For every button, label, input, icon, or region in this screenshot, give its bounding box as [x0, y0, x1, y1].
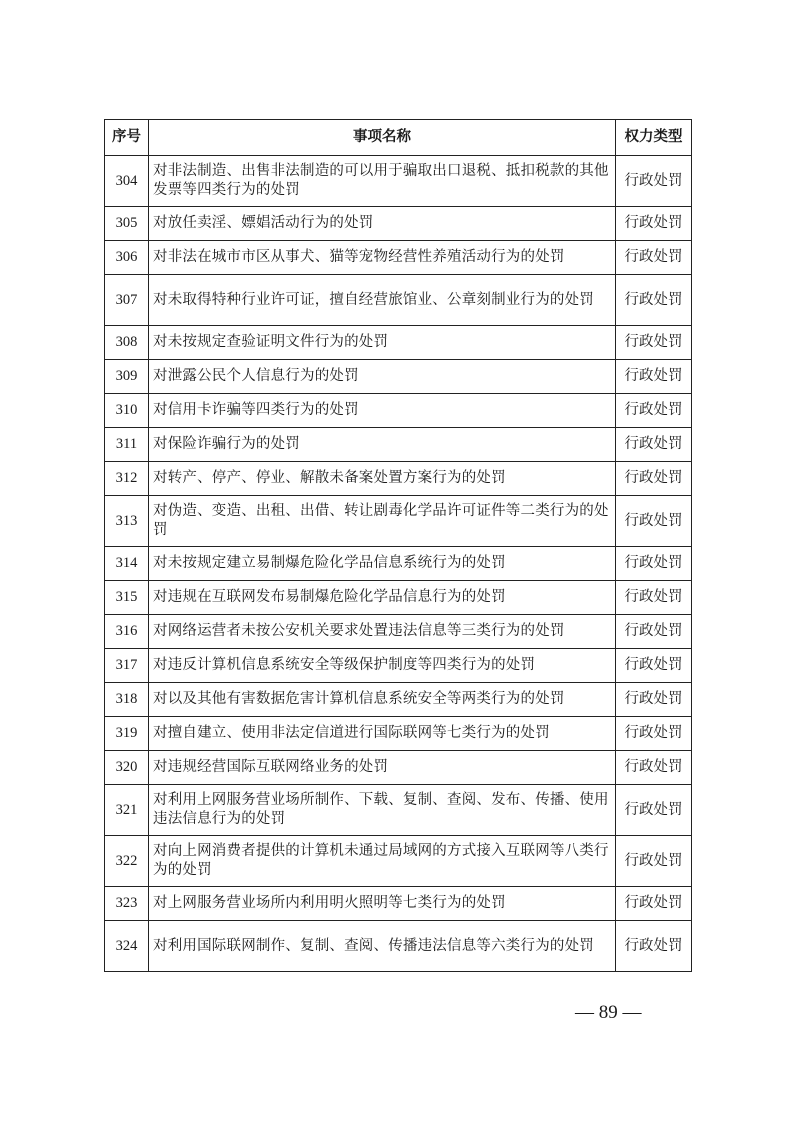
row-power-type: 行政处罚 — [616, 717, 692, 751]
row-index: 307 — [105, 275, 149, 326]
table-row — [105, 156, 692, 207]
page-number: — 89 — — [575, 1002, 642, 1023]
row-item-name: 对违反计算机信息系统安全等级保护制度等四类行为的处罚 — [149, 649, 616, 683]
row-index: 308 — [105, 326, 149, 360]
row-power-type: 行政处罚 — [616, 360, 692, 394]
row-item-name: 对非法制造、出售非法制造的可以用于骗取出口退税、抵扣税款的其他发票等四类行为的处罚 — [149, 156, 616, 207]
row-index: 317 — [105, 649, 149, 683]
row-power-type: 行政处罚 — [616, 649, 692, 683]
table-row — [105, 462, 692, 496]
row-index: 309 — [105, 360, 149, 394]
table-row — [105, 241, 692, 275]
row-item-name: 对违规经营国际互联网络业务的处罚 — [149, 751, 616, 785]
row-item-name: 对利用国际联网制作、复制、查阅、传播违法信息等六类行为的处罚 — [149, 921, 616, 972]
row-item-name: 对非法在城市市区从事犬、猫等宠物经营性养殖活动行为的处罚 — [149, 241, 616, 275]
table-header-row — [105, 120, 692, 156]
header-index: 序号 — [105, 120, 149, 156]
table-row — [105, 275, 692, 326]
table-row — [105, 496, 692, 547]
row-power-type: 行政处罚 — [616, 156, 692, 207]
row-item-name: 对向上网消费者提供的计算机未通过局域网的方式接入互联网等八类行为的处罚 — [149, 836, 616, 887]
row-index: 313 — [105, 496, 149, 547]
table-row — [105, 683, 692, 717]
row-index: 320 — [105, 751, 149, 785]
table-row — [105, 428, 692, 462]
row-item-name: 对网络运营者未按公安机关要求处置违法信息等三类行为的处罚 — [149, 615, 616, 649]
header-power-type: 权力类型 — [616, 120, 692, 156]
table-row — [105, 649, 692, 683]
row-index: 322 — [105, 836, 149, 887]
table-row — [105, 921, 692, 972]
header-item-name: 事项名称 — [149, 120, 616, 156]
row-index: 306 — [105, 241, 149, 275]
row-item-name: 对利用上网服务营业场所制作、下载、复制、查阅、发布、传播、使用违法信息行为的处罚 — [149, 785, 616, 836]
row-index: 312 — [105, 462, 149, 496]
row-index: 324 — [105, 921, 149, 972]
row-item-name: 对未按规定建立易制爆危险化学品信息系统行为的处罚 — [149, 547, 616, 581]
row-index: 323 — [105, 887, 149, 921]
table-row — [105, 547, 692, 581]
row-power-type: 行政处罚 — [616, 394, 692, 428]
table-row — [105, 326, 692, 360]
row-power-type: 行政处罚 — [616, 496, 692, 547]
row-item-name: 对放任卖淫、嫖娼活动行为的处罚 — [149, 207, 616, 241]
row-index: 315 — [105, 581, 149, 615]
row-power-type: 行政处罚 — [616, 751, 692, 785]
row-power-type: 行政处罚 — [616, 462, 692, 496]
row-power-type: 行政处罚 — [616, 207, 692, 241]
table-row — [105, 751, 692, 785]
row-item-name: 对违规在互联网发布易制爆危险化学品信息行为的处罚 — [149, 581, 616, 615]
table-row — [105, 887, 692, 921]
row-power-type: 行政处罚 — [616, 887, 692, 921]
row-index: 316 — [105, 615, 149, 649]
row-index: 310 — [105, 394, 149, 428]
row-item-name: 对泄露公民个人信息行为的处罚 — [149, 360, 616, 394]
row-index: 319 — [105, 717, 149, 751]
table-row — [105, 836, 692, 887]
table-row — [105, 394, 692, 428]
row-power-type: 行政处罚 — [616, 785, 692, 836]
row-item-name: 对信用卡诈骗等四类行为的处罚 — [149, 394, 616, 428]
power-list-table — [104, 119, 692, 972]
row-item-name: 对上网服务营业场所内利用明火照明等七类行为的处罚 — [149, 887, 616, 921]
row-power-type: 行政处罚 — [616, 241, 692, 275]
row-power-type: 行政处罚 — [616, 615, 692, 649]
row-power-type: 行政处罚 — [616, 921, 692, 972]
row-power-type: 行政处罚 — [616, 547, 692, 581]
row-index: 305 — [105, 207, 149, 241]
row-item-name: 对保险诈骗行为的处罚 — [149, 428, 616, 462]
row-index: 318 — [105, 683, 149, 717]
row-power-type: 行政处罚 — [616, 581, 692, 615]
table-row — [105, 360, 692, 394]
row-power-type: 行政处罚 — [616, 275, 692, 326]
row-power-type: 行政处罚 — [616, 836, 692, 887]
row-item-name: 对未取得特种行业许可证，擅自经营旅馆业、公章刻制业行为的处罚 — [149, 275, 616, 326]
row-item-name: 对擅自建立、使用非法定信道进行国际联网等七类行为的处罚 — [149, 717, 616, 751]
row-index: 311 — [105, 428, 149, 462]
row-power-type: 行政处罚 — [616, 428, 692, 462]
row-index: 314 — [105, 547, 149, 581]
row-index: 321 — [105, 785, 149, 836]
row-item-name: 对伪造、变造、出租、出借、转让剧毒化学品许可证件等二类行为的处罚 — [149, 496, 616, 547]
table-row — [105, 785, 692, 836]
row-index: 304 — [105, 156, 149, 207]
row-power-type: 行政处罚 — [616, 683, 692, 717]
row-item-name: 对以及其他有害数据危害计算机信息系统安全等两类行为的处罚 — [149, 683, 616, 717]
row-power-type: 行政处罚 — [616, 326, 692, 360]
table-row — [105, 717, 692, 751]
table-row — [105, 207, 692, 241]
table-row — [105, 615, 692, 649]
table-row — [105, 581, 692, 615]
row-item-name: 对未按规定查验证明文件行为的处罚 — [149, 326, 616, 360]
row-item-name: 对转产、停产、停业、解散未备案处置方案行为的处罚 — [149, 462, 616, 496]
